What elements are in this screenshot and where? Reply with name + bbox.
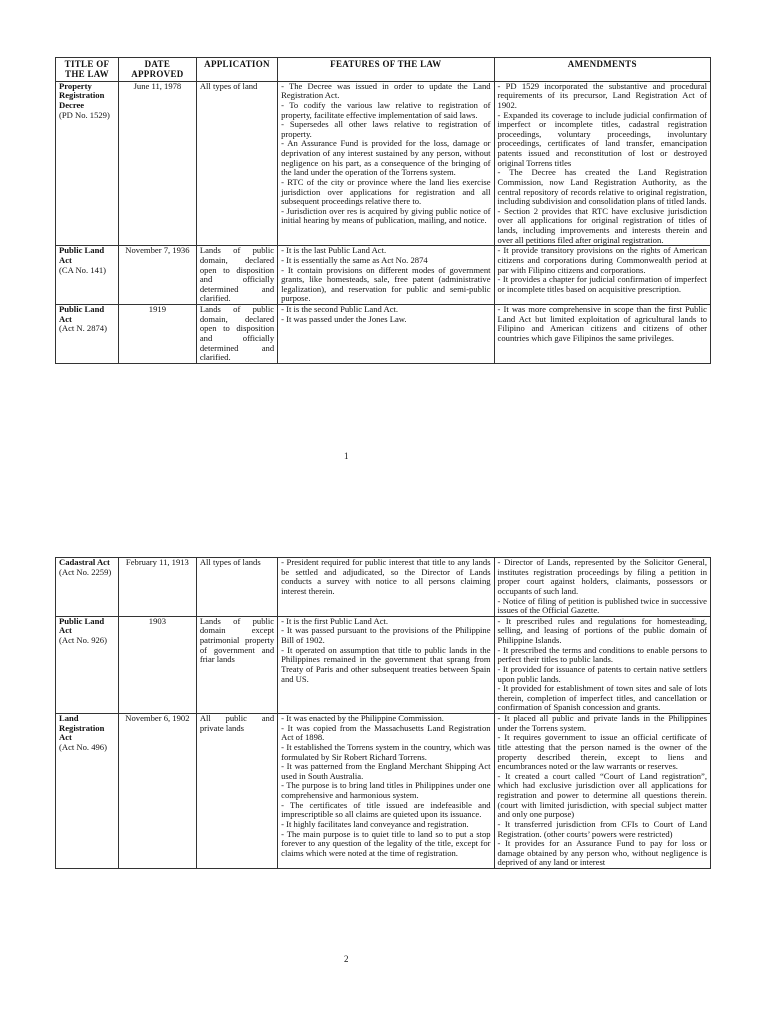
feature-item: - It was patterned from the England Merchant Shipping Act used in South Australia.: [281, 761, 491, 781]
feature-item: - The certificates of title issued are indefeasible and imprescriptible so all claims are quieted upon its issuance.: [281, 799, 491, 820]
law-title-cell: [56, 714, 119, 869]
date-approved: February 11, 1913: [125, 557, 189, 567]
feature-item: - It operated on assumption that title to public lands in the Philippines remained in the government that sprang from Treaty of Paris and other subsequent treaties between Spain and US.: [281, 644, 491, 684]
amendment-item: - Section 2 provides that RTC have exclusive jurisdiction over all applications for original registration of titles of lands, including improvements and interests therein and over all petitions filed after original registration.: [497, 205, 707, 245]
header-application: APPLICATION: [196, 58, 277, 82]
application-text: All public and private lands: [199, 713, 275, 733]
table-row: [56, 81, 711, 246]
date-approved-cell: [118, 616, 196, 713]
table-header-row: [56, 58, 711, 82]
table-row: [56, 714, 711, 869]
law-title: Public Land Act: [59, 615, 105, 636]
law-title-cell: [56, 616, 119, 713]
date-approved: 1903: [148, 615, 166, 626]
feature-item: - It is the last Public Land Act.: [281, 245, 387, 256]
date-approved-cell: [118, 81, 196, 246]
feature-item: - It contain provisions on different modes of government grants, like homesteads, sale, free patent (administrative legalization), and reservation for public and semi-public purpose.: [281, 264, 491, 304]
law-title: Property Registration Decree: [59, 80, 105, 110]
feature-item: - It is essentially the same as Act No. 2874: [281, 254, 428, 265]
amendment-item: - It provided for establishment of town sites and sale of lots therein, completion of imperfect titles, and cancellation or confirmation of Spanish concession and grants.: [497, 683, 707, 713]
application-cell: [196, 246, 277, 305]
date-approved: November 6, 1902: [125, 713, 190, 723]
amendment-item: - It placed all public and private lands in the Philippines under the Torrens system.: [497, 713, 707, 733]
law-title-cell: [56, 81, 119, 246]
feature-item: - It highly facilitates land conveyance and registration.: [281, 818, 469, 829]
application-text: Lands of public domain, declared open to disposition and officially determined and clarified.: [199, 245, 275, 304]
feature-item: - RTC of the city or province where the land lies exercise jurisdiction over applications for registration and all subsequent proceedings relative there to.: [281, 176, 491, 207]
law-number: (Act No. 496): [59, 741, 107, 752]
date-approved-cell: [118, 246, 196, 305]
amendment-item: - It provided for issuance of patents to certain native settlers upon public lands.: [497, 663, 707, 684]
header-amendments: AMENDMENTS: [494, 58, 710, 82]
features-cell: [278, 616, 494, 713]
header-date: DATE APPROVED: [118, 58, 196, 82]
header-features: FEATURES OF THE LAW: [278, 58, 494, 82]
laws-table-page-2: [55, 557, 711, 869]
table-body: [56, 558, 711, 869]
header-title: TITLE OF THE LAW: [56, 58, 119, 82]
date-approved: June 11, 1978: [133, 80, 182, 91]
application-text: Lands of public domain except patrimonial property of government and friar lands: [199, 615, 275, 665]
law-number: (CA No. 141): [59, 264, 107, 275]
amendment-item: - It transferred jurisdiction from CFIs to Court of Land Registration. (other courts’ powers were restricted): [497, 818, 707, 839]
feature-item: - It was passed pursuant to the provisions of the Philippine Bill of 1902.: [281, 625, 491, 645]
date-approved-cell: [118, 558, 196, 617]
feature-item: - To codify the various law relative to registration of property, facilitate effective implementation of said laws.: [281, 99, 491, 120]
law-number: (Act No. 2259): [59, 566, 112, 577]
table-row: [56, 246, 711, 305]
table-row: [56, 558, 711, 617]
date-approved: November 7, 1936: [125, 245, 190, 256]
amendment-item: - It created a court called “Court of Land registration”, which had exclusive jurisdiction over all applications for registration and power to determine all questions therein. (court with limited jurisdiction, with special subject matter and only one purpose): [497, 770, 707, 820]
application-cell: [196, 558, 277, 617]
table-row: [56, 305, 711, 364]
law-number: (Act N. 2874): [59, 323, 107, 334]
application-cell: [196, 305, 277, 364]
feature-item: - It was copied from the Massachusetts Land Registration Act of 1898.: [281, 722, 491, 743]
features-cell: [278, 81, 494, 246]
application-cell: [196, 616, 277, 713]
page-number: 1: [344, 451, 349, 461]
feature-item: - It was enacted by the Philippine Commission.: [281, 713, 444, 723]
amendment-item: - Notice of filing of petition is published twice in successive issues of the Official Gazette.: [497, 595, 707, 616]
feature-item: - Supersedes all other laws relative to registration of property.: [281, 119, 491, 139]
page-number: 2: [344, 954, 349, 964]
law-title: Public Land Act: [59, 245, 105, 265]
amendment-item: - PD 1529 incorporated the substantive and procedural requirements of its precursor, Land Registration Act of 1902.: [497, 80, 707, 110]
feature-item: - It established the Torrens system in the country, which was formulated by Sir Robert Richard Torrens.: [281, 741, 491, 762]
table-body: [56, 81, 711, 363]
amendment-item: - It provide transitory provisions on the rights of American citizens and corporations during Commonwealth period at par with Filipino citizens and corporations.: [497, 245, 707, 275]
feature-item: - It was passed under the Jones Law.: [281, 313, 407, 324]
amendments-cell: [494, 246, 710, 305]
amendment-item: - It prescribed rules and regulations for homesteading, selling, and leasing of portions of the public domain of Philippine Islands.: [497, 615, 707, 645]
application-text: All types of lands: [199, 557, 261, 567]
feature-item: - The Decree was issued in order to update the Land Registration Act.: [281, 80, 491, 101]
date-approved-cell: [118, 714, 196, 869]
application-text: Lands of public domain, declared open to disposition and officially determined and clarified.: [199, 304, 275, 363]
amendment-item: - It was more comprehensive in scope than the first Public Land Act but limited exploitation of agricultural lands to Filipino and American citizens and citizens of other countries which gave Filipinos the same privileges.: [497, 304, 707, 343]
feature-item: - The main purpose is to quiet title to land so to put a stop forever to any question of the legality of the title, except for claims which were noted at the time of registration.: [281, 828, 491, 858]
amendment-item: - The Decree has created the Land Registration Commission, now Land Registration Authority, as the central repository of records relative to original registration, including subdivision and consolidation plans of titled lands.: [497, 167, 707, 207]
laws-table-page-1: [55, 57, 711, 364]
feature-item: - An Assurance Fund is provided for the loss, damage or deprivation of any interest sustained by any person, without negligence on his part, as a consequence of the bringing of the land under the operation of the Torrens system.: [281, 138, 491, 178]
feature-item: - It is the second Public Land Act.: [281, 304, 399, 315]
application-cell: [196, 81, 277, 246]
law-title-cell: [56, 305, 119, 364]
date-approved-cell: [118, 305, 196, 364]
law-title: Public Land Act: [59, 304, 105, 324]
feature-item: - It is the first Public Land Act.: [281, 615, 389, 626]
document-page-2: [0, 500, 768, 1024]
amendments-cell: [494, 558, 710, 617]
feature-item: - Jurisdiction over res is acquired by giving public notice of initial hearing by means of publication, mailing, and notice.: [281, 205, 491, 226]
features-cell: [278, 714, 494, 869]
feature-item: - The purpose is to bring land titles in Philippines under one comprehensive and harmonious system.: [281, 780, 491, 800]
application-text: All types of land: [199, 80, 258, 91]
amendment-item: - Director of Lands, represented by the Solicitor General, institutes registration proceedings by filing a petition in proper court against holders, claimants, possessors or occupants of such land.: [497, 557, 707, 596]
amendments-cell: [494, 305, 710, 364]
document-page-1: [0, 0, 768, 500]
law-title: Land Registration Act: [59, 713, 105, 743]
date-approved: 1919: [148, 304, 166, 315]
amendment-item: - It prescribed the terms and conditions to enable persons to perfect their titles to public lands.: [497, 644, 707, 665]
law-number: (PD No. 1529): [59, 109, 110, 120]
law-title-cell: [56, 558, 119, 617]
amendments-cell: [494, 714, 710, 869]
amendment-item: - Expanded its coverage to include judicial confirmation of imperfect or incomplete titles, cadastral registration proceedings, voluntary proceedings, involuntary proceedings, certificates of land transfer, emancipation patents issued and reconstitution of lost or destroyed original Torrens titles: [497, 109, 707, 168]
amendment-item: - It provides for an Assurance Fund to pay for loss or damage obtained by any person who, without negligence is deprived of any land or interest: [497, 838, 707, 868]
amendments-cell: [494, 616, 710, 713]
table-row: [56, 616, 711, 713]
law-title-cell: [56, 246, 119, 305]
law-number: (Act No. 926): [59, 635, 107, 645]
feature-item: - President required for public interest that title to any lands be settled and adjudicated, so the Director of Lands conducts a survey with notice to all persons claiming interest therein.: [281, 557, 491, 596]
application-cell: [196, 714, 277, 869]
features-cell: [278, 246, 494, 305]
amendments-cell: [494, 81, 710, 246]
law-title: Cadastral Act: [59, 557, 110, 567]
amendment-item: - It provides a chapter for judicial confirmation of imperfect or incomplete titles based on acquisitive prescription.: [497, 274, 707, 294]
features-cell: [278, 558, 494, 617]
features-cell: [278, 305, 494, 364]
amendment-item: - It requires government to issue an official certificate of title attesting that the person named is the owner of the property described therein, except to liens and encumbrances noted or the law warrants or reserves.: [497, 732, 707, 772]
